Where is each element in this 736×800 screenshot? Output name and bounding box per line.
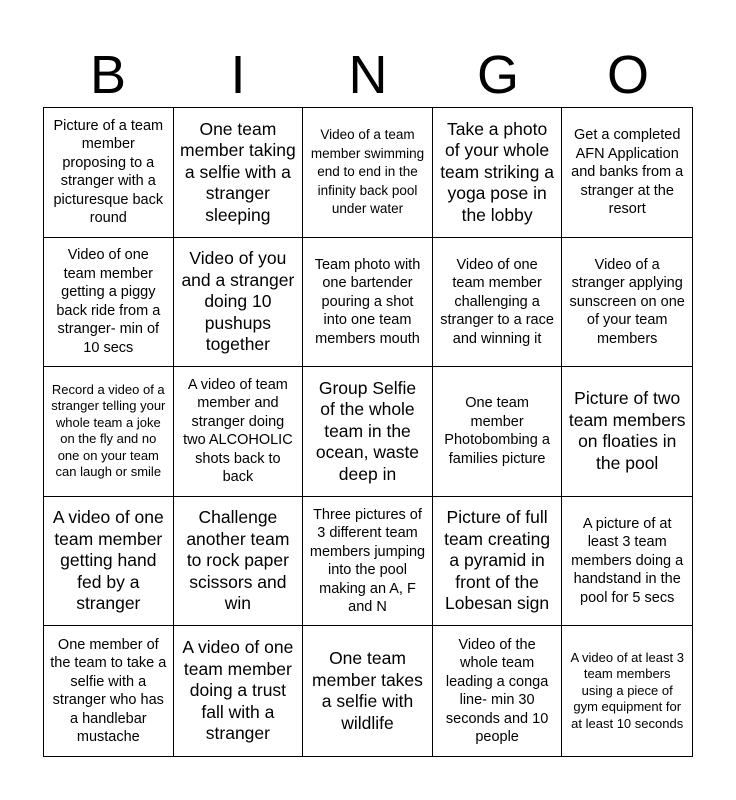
bingo-cell[interactable]: A video of one team member doing a trust fall with a stranger [174, 626, 304, 756]
bingo-cell[interactable]: Video of a team member swimming end to end in the infinity back pool under water [303, 108, 433, 238]
bingo-cell[interactable]: One team member taking a selfie with a stranger sleeping [174, 108, 304, 238]
bingo-title [43, 44, 693, 106]
bingo-cell[interactable]: Video of you and a stranger doing 10 pushups together [174, 238, 304, 368]
bingo-cell[interactable]: Video of a stranger applying sunscreen on one of your team members [562, 238, 692, 368]
bingo-cell[interactable]: One team member takes a selfie with wildlife [303, 626, 433, 756]
bingo-cell[interactable]: A video of one team member getting hand fed by a stranger [44, 497, 174, 627]
bingo-cell[interactable]: Three pictures of 3 different team members jumping into the pool making an A, F and N [303, 497, 433, 627]
bingo-cell[interactable]: Video of the whole team leading a conga line- min 30 seconds and 10 people [433, 626, 563, 756]
title-letter-b: B [89, 45, 127, 105]
bingo-cell[interactable]: Get a completed AFN Application and banks from a stranger at the resort [562, 108, 692, 238]
bingo-cell[interactable]: A video of at least 3 team members using a piece of gym equipment for at least 10 seconds [570, 649, 684, 731]
bingo-cell[interactable]: Record a video of a stranger telling your whole team a joke on the fly and no one on your team can laugh or smile [44, 367, 174, 497]
bingo-cell[interactable]: Video of one team member getting a piggy back ride from a stranger- min of 10 secs [44, 238, 174, 368]
bingo-cell[interactable]: A video of team member and stranger doing two ALCOHOLIC shots back to back [174, 367, 304, 497]
bingo-cell[interactable]: Take a photo of your whole team striking a yoga pose in the lobby [433, 108, 563, 238]
title-letter-i: I [230, 45, 246, 105]
bingo-cell[interactable]: Picture of two team members on floaties in the pool [562, 367, 692, 497]
bingo-cell[interactable]: One team member Photobombing a families picture [433, 367, 563, 497]
bingo-cell[interactable]: Picture of full team creating a pyramid in front of the Lobesan sign [433, 497, 563, 627]
bingo-cell[interactable]: Challenge another team to rock paper scissors and win [174, 497, 304, 627]
bingo-cell[interactable]: Group Selfie of the whole team in the ocean, waste deep in [303, 367, 433, 497]
title-letter-o: O [606, 45, 649, 105]
title-letter-n: N [348, 45, 388, 105]
bingo-cell[interactable]: Picture of a team member proposing to a stranger with a picturesque back round [44, 108, 174, 238]
bingo-grid [43, 107, 693, 757]
bingo-cell[interactable]: Video of one team member challenging a stranger to a race and winning it [433, 238, 563, 368]
bingo-cell[interactable]: Team photo with one bartender pouring a shot into one team members mouth [303, 238, 433, 368]
bingo-cell[interactable]: One member of the team to take a selfie with a stranger who has a handlebar mustache [44, 626, 174, 756]
bingo-cell[interactable]: A picture of at least 3 team members doing a handstand in the pool for 5 secs [562, 497, 692, 627]
title-letter-g: G [476, 45, 519, 105]
